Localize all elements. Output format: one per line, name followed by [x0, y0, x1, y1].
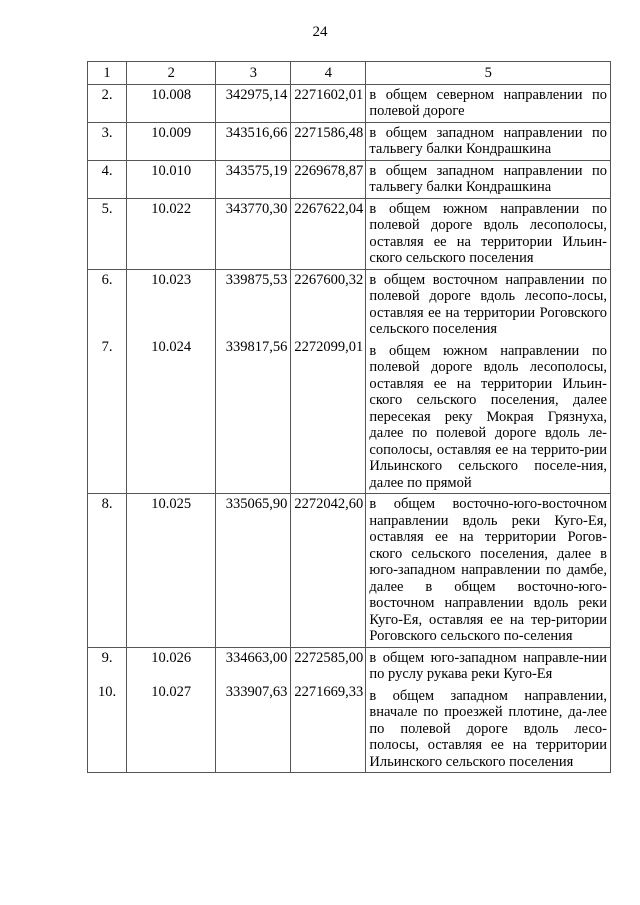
boundary-description: в общем западном направлении, вначале по проезжей плотине, да-лее по полевой дороге вдоль лесо-полосы, оставляя ее на территории Ильинского сельского поселения: [369, 687, 607, 770]
y-coordinate: 2272099,01: [294, 339, 364, 355]
point-number: 10.022: [127, 198, 216, 269]
column-header-3: 3: [216, 62, 291, 85]
table-row: [88, 494, 611, 648]
boundary-description: в общем северном направлении по полевой дороге: [366, 84, 611, 122]
x-coordinate: 339817,56: [225, 339, 288, 355]
column-header-4: 4: [291, 62, 366, 85]
x-coordinate: 343516,66: [216, 122, 291, 160]
point-number-group: [127, 647, 216, 773]
table-row: [88, 122, 611, 160]
y-coordinate: 2272042,60: [291, 494, 366, 648]
point-number: 10.024: [151, 339, 192, 355]
point-number: 10.023: [151, 271, 192, 288]
boundary-description: в общем восточно-юго-восточном направлении вдоль реки Куго-Ея, оставляя ее на территории Рогов-ского сельского поселения, далее в юго-западном направлении по дамбе, далее в общем восточно-юго-восточном направлении вдоль реки Куго-Ея, оставляя ее на тер-ритории Роговского сельского по-селения: [366, 494, 611, 648]
column-header-2: 2: [127, 62, 216, 85]
row-number: 4.: [88, 160, 127, 198]
point-number-group: [127, 269, 216, 494]
boundary-description: в общем южном направлении по полевой дороге вдоль лесополосы, оставляя ее на территории Ильин-ского сельского поселения, далее пересекая реку Мокрая Грязнуха, далее по полевой дороге вдоль ле-сополосы, оставляя ее на террито-рии Ильинского сельского поселе-ния, далее по прямой: [369, 342, 607, 491]
point-number: 10.010: [127, 160, 216, 198]
y-coordinate: 2271586,48: [291, 122, 366, 160]
row-number-group: [88, 269, 127, 494]
row-number-group: [88, 647, 127, 773]
table-row: [88, 84, 611, 122]
row-number: 9.: [101, 649, 113, 666]
table-row: [88, 198, 611, 269]
boundary-description: в общем южном направлении по полевой дороге вдоль лесополосы, оставляя ее на территории Ильин-ского сельского поселения: [366, 198, 611, 269]
boundary-description-group: [366, 647, 611, 773]
row-number: 5.: [88, 198, 127, 269]
y-coordinate: 2271669,33: [294, 684, 364, 700]
table-row: [88, 647, 611, 773]
boundary-coordinates-table: [87, 61, 611, 773]
y-coordinate-group: [291, 647, 366, 773]
y-coordinate: 2271602,01: [291, 84, 366, 122]
column-header-5: 5: [366, 62, 611, 85]
x-coordinate: 342975,14: [216, 84, 291, 122]
y-coordinate: 2269678,87: [291, 160, 366, 198]
point-number: 10.008: [127, 84, 216, 122]
boundary-description-group: [366, 269, 611, 494]
column-header-1: 1: [88, 62, 127, 85]
point-number: 10.027: [151, 684, 192, 700]
boundary-description: в общем юго-западном направле-нии по руслу рукава реки Куго-Ея: [369, 649, 607, 682]
x-coordinate: 339875,53: [225, 271, 288, 288]
boundary-description: в общем западном направлении по тальвегу балки Кондрашкина: [366, 122, 611, 160]
y-coordinate: 2272585,00: [294, 649, 364, 666]
table-row: [88, 269, 611, 494]
row-number: 2.: [88, 84, 127, 122]
row-number: 10.: [97, 684, 117, 700]
table-header-row: [88, 62, 611, 85]
y-coordinate: 2267622,04: [291, 198, 366, 269]
row-number: 7.: [101, 339, 113, 355]
boundary-description: в общем западном направлении по тальвегу балки Кондрашкина: [366, 160, 611, 198]
x-coordinate-group: [216, 647, 291, 773]
point-number: 10.009: [127, 122, 216, 160]
point-number: 10.026: [151, 649, 192, 666]
y-coordinate-group: [291, 269, 366, 494]
boundary-description: в общем восточном направлении по полевой дороге вдоль лесопо-лосы, оставляя ее на территории Роговского сельского поселения: [369, 271, 607, 337]
point-number: 10.025: [127, 494, 216, 648]
table-row: [88, 160, 611, 198]
row-number: 6.: [101, 271, 113, 288]
y-coordinate: 2267600,32: [294, 271, 364, 288]
x-coordinate: 335065,90: [216, 494, 291, 648]
x-coordinate: 334663,00: [225, 649, 288, 666]
x-coordinate: 343770,30: [216, 198, 291, 269]
x-coordinate-group: [216, 269, 291, 494]
x-coordinate: 333907,63: [225, 684, 288, 700]
row-number: 3.: [88, 122, 127, 160]
row-number: 8.: [88, 494, 127, 648]
page-number: 24: [312, 24, 328, 40]
x-coordinate: 343575,19: [216, 160, 291, 198]
